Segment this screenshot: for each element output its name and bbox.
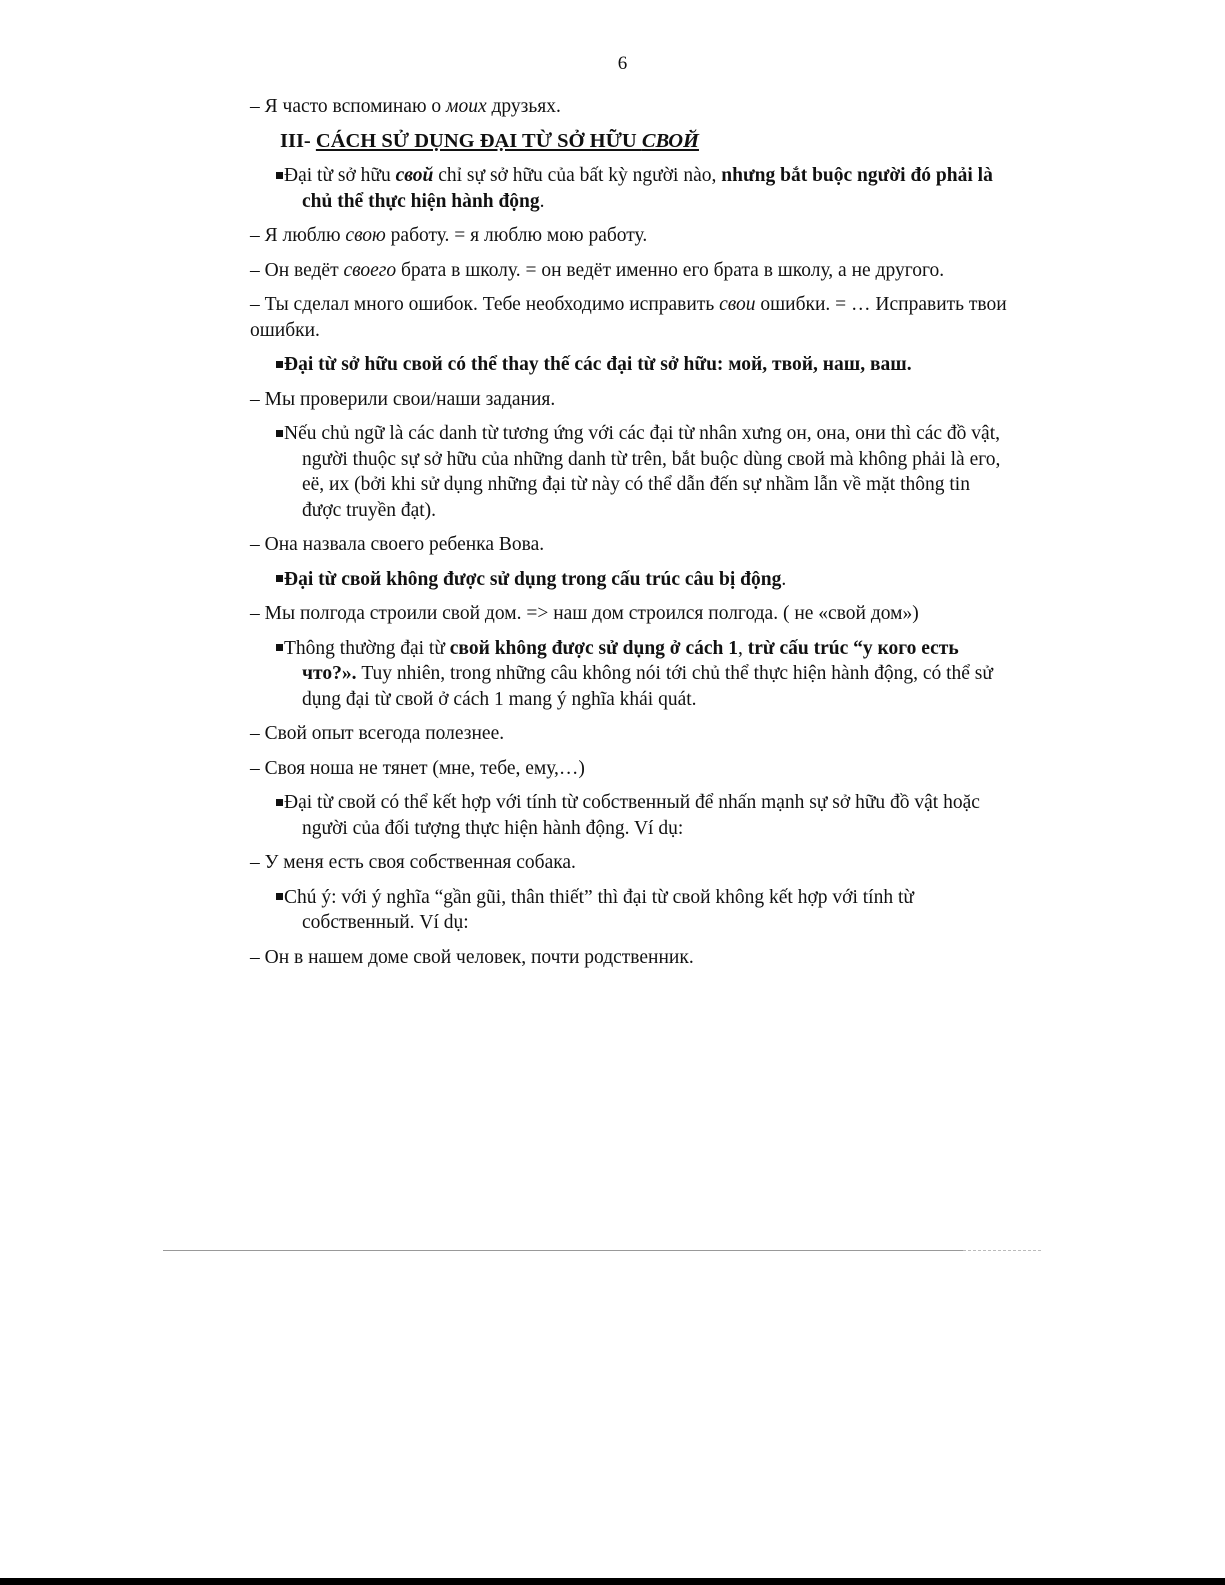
- bullet-icon: [276, 361, 283, 368]
- rule-bullet: Thông thường đại từ свой không được sử dụng ở cách 1, trừ cấu trúc “у кого есть что?». Tuy nhiên, trong những câu không nói tới chủ thể thực hiện hành động, có thể sử dụng đại từ свой ở cách 1 mang ý nghĩa khái quát.: [276, 636, 1010, 713]
- document-body: [250, 94, 1010, 979]
- bullet-icon: [276, 172, 283, 179]
- rule-bullet: Chú ý: với ý nghĩa “gần gũi, thân thiết” thì đại từ свой không kết hợp với tính từ собственный. Ví dụ:: [276, 885, 1010, 936]
- bullet-icon: [276, 430, 283, 437]
- rule-bullet: Đại từ свой có thể kết hợp với tính từ собственный để nhấn mạnh sự sở hữu đồ vật hoặc người của đối tượng thực hiện hành động. Ví dụ:: [276, 790, 1010, 841]
- rule-bullet: Đại từ свой không được sử dụng trong cấu trúc câu bị động.: [276, 567, 1010, 593]
- example-line: – Ты сделал много ошибок. Тебе необходимо исправить свои ошибки. = … Исправить твои ошибки.: [250, 294, 1007, 341]
- example-line: – Мы полгода строили свой дом. => наш дом строился полгода. ( не «свой дом»): [250, 603, 919, 624]
- bullet-icon: [276, 644, 283, 651]
- example-line: – Я часто вспоминаю о моих друзьях.: [250, 96, 561, 117]
- example-line: – Своя ноша не тянет (мне, тебе, ему,…): [250, 757, 585, 779]
- section-heading: III- CÁCH SỬ DỤNG ĐẠI TỪ SỞ HỮU СВОЙ: [280, 129, 699, 152]
- footer-divider-dashed: [963, 1250, 1041, 1251]
- example-line: – Мы проверили свои/наши задания.: [250, 388, 556, 410]
- page-number: 6: [617, 53, 628, 74]
- example-line: – У меня есть своя собственная собака.: [250, 852, 576, 873]
- bullet-icon: [276, 575, 283, 582]
- rule-bullet: Đại từ sở hữu свой chỉ sự sở hữu của bất kỳ người nào, nhưng bắt buộc người đó phải là chủ thể thực hiện hành động.: [276, 163, 1010, 214]
- example-line: – Свой опыт всегода полезнее.: [250, 723, 505, 744]
- example-line: – Он ведёт своего брата в школу. = он ведёт именно его брата в школу, а не другого.: [250, 259, 945, 281]
- bullet-icon: [276, 893, 283, 900]
- example-line: – Она назвала своего ребенка Вова.: [250, 534, 545, 555]
- bottom-edge-bar: [0, 1578, 1225, 1585]
- rule-bullet: Nếu chủ ngữ là các danh từ tương ứng với các đại từ nhân xưng он, она, они thì các đồ vật, người thuộc sự sở hữu của những danh từ trên, bắt buộc dùng свой mà không phải là его, её, их (bởi khi sử dụng những đại từ này có thể dẫn đến sự nhầm lẫn về mặt thông tin được truyền đạt).: [276, 421, 1010, 523]
- example-line: – Он в нашем доме свой человек, почти родственник.: [250, 946, 694, 968]
- example-line: – Я люблю свою работу. = я люблю мою работу.: [250, 225, 648, 246]
- footer-divider: [163, 1250, 963, 1251]
- rule-bullet: Đại từ sở hữu свой có thể thay thế các đại từ sở hữu: мой, твой, наш, ваш.: [276, 352, 1010, 378]
- bullet-icon: [276, 799, 283, 806]
